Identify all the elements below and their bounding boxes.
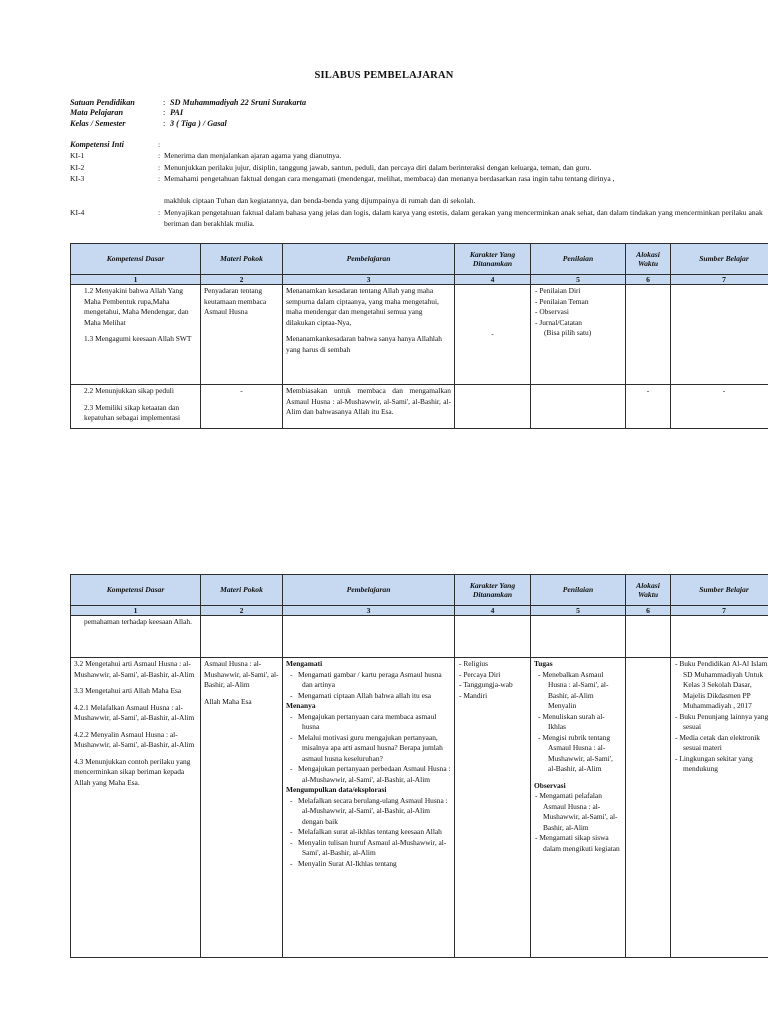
ki-text: Menunjukkan perilaku jujur, disiplin, tanggung jawab, santun, peduli, dan percaya diri dalam berinteraksi dengan keluarga, teman, dan guru. [164,163,592,172]
penilaian-item: - Menuliskan surah al-Ikhlas [538,711,605,731]
penilaian-cell [531,285,626,385]
column-number: 6 [626,275,671,285]
column-number: 6 [626,606,671,616]
column-number-row [71,606,768,616]
pembelajaran-cell: Membiasakan untuk membaca dan mengamalkan Asmaul Husna : al-Mushawwir, al-Sami', al-Bashir, al-Alim dan bahwasanya Allah itu Esa. [283,385,455,429]
table-row [71,285,768,385]
syllabus-table-2 [70,574,768,958]
penilaian-cell [531,616,626,658]
pembelajaran-heading: Mengamati [286,659,323,668]
penilaian-heading: Observasi [534,780,566,790]
pembelajaran-item: - Melalui motivasi guru mengajukan pertanyaan, misalnya apa arti asmaul husna? Berapa jumlah asmaul husna keseluruhan? [290,732,443,763]
column-number: 7 [671,275,768,285]
sumber-cell: - [671,385,768,429]
pembelajaran-item: - Mengamati ciptaan Allah bahwa allah itu esa [290,690,431,700]
karakter-cell: - [455,285,531,385]
sumber-item: - Buku Pendidikan Al-Al Islam SD Muhammadiyah Untuk Kelas 3 Sekolah Dasar, Majelis Dikdasmen PP Muhammadiyah , 2017 [675,659,768,710]
pembelajaran-cell [283,616,455,658]
ki-text: Memahami pengetahuan faktual dengan cara mengamati (mendengar, melihat, membaca) dan menanya berdasarkan rasa ingin tahu tentang dirinya , [164,174,615,183]
materi-cell: - [201,385,283,429]
column-number: 1 [71,275,201,285]
column-number: 2 [201,275,283,285]
ki-code: KI-4 [70,208,85,217]
kd-text: 1.3 Mengagumi keesaan Allah SWT [84,334,192,343]
penilaian-item: - Mengamati sikap siswa dalam mengikuti kegiatan [535,833,620,853]
sumber-cell [671,616,768,658]
header-sumber-belajar: Sumber Belajar [671,244,768,275]
pembelajaran-item: - Mengajukan pertanyaan cara membaca asmaul husna [290,711,437,731]
header-karakter: Karakter Yang Ditanamkan [455,575,531,606]
header-materi-pokok: Materi Pokok [201,575,283,606]
kd-text: 1.2 Menyakini bahwa Allah Yang Maha Pembentuk rupa,Maha mengetahui, Maha Mendengar, dan Maha Melihat [84,286,189,327]
pembelajaran-item: - Melafalkan surat al-ikhlas tentang keesaan Allah [290,827,442,836]
pembelajaran-item: - Menyalin Surat Al-Ikhlas tentang [290,858,397,868]
kd-text: 2.3 Memiliki sikap ketaatan dan kepatuhan sebagai implementasi [84,402,181,422]
penilaian-item: - Mengamati pelafalan Asmaul Husna : al-Mushawwir, al-Sami', al-Bashir, al-Alim [535,791,618,832]
pembelajaran-heading: Mengumpulkan data/eksplorasi [286,785,387,794]
penilaian-note: (Bisa pilih satu) [544,328,592,337]
header-alokasi-waktu: Alokasi Waktu [626,244,671,275]
pembelajaran-item: - Mengamati gambar / kartu peraga Asmaul husna dan artinya [290,669,442,689]
ki-heading: Kompetensi Inti [70,140,124,149]
kd-cell [71,658,201,958]
pembelajaran-heading: Menanya [286,701,316,710]
materi-text: Asmaul Husna : al-Mushawwir, al-Sami', al-Bashir, al-Alim [204,659,279,689]
penilaian-item: - Observasi [535,307,569,316]
pembelajaran-item: - Mengajukan pertanyaan perbedaan Asmaul Husna : al-Mushawwir, al-Sami', al-Bashir, al-Alim [290,764,451,784]
penilaian-cell [531,658,626,958]
kd-cell [71,385,201,429]
kd-cell [71,616,201,658]
pembelajaran-text: Menanamkan kesadaran tentang Allah yang maha sempurna dalam ciptaanya, yang maha mengetahui, maha mendengar dan mengetahui semua yang dilakukan ciptaa-Nya, [286,286,439,327]
ki-text: Menyajikan pengetahuan faktual dalam bahasa yang jelas dan logis, dalam karya yang estetis, dalam gerakan yang mencerminkan anak sehat, dan dalam tindakan yang mencerminkan perilaku anak beriman dan berakhlak mulia. [164,208,763,228]
ki-code: KI-3 [70,174,85,183]
syllabus-table-1 [70,243,768,429]
column-number-row [71,275,768,285]
header-sumber-belajar: Sumber Belajar [671,575,768,606]
karakter-item: - Percaya Diri [459,669,501,679]
pembelajaran-text: Menanamkankesadaran bahwa sanya hanya Allahlah yang harus di sembah [286,334,442,354]
header-materi-pokok: Materi Pokok [201,244,283,275]
header-pembelajaran: Pembelajaran [283,244,455,275]
kd-text: 3.2 Mengetahui arti Asmaul Husna : al-Mushawwir, al-Sami', al-Bashir, al-Alim [74,659,195,679]
column-number: 3 [283,606,455,616]
penilaian-item: - Mengisi rubrik tentang Asmaul Husna : al-Mushawwir, al-Sami', al-Bashir, al-Alim [538,732,613,773]
alokasi-cell: - [626,385,671,429]
penilaian-heading: Tugas [534,659,553,668]
header-pembelajaran: Pembelajaran [283,575,455,606]
karakter-item: - Tanggungja-wab [459,680,513,689]
pembelajaran-item: - Melafalkan secara berulang-ulang Asmaul Husna : al-Mushawwir, al-Sami', al-Bashir, al-Alim dengan baik [290,795,448,826]
column-number: 1 [71,606,201,616]
column-number: 5 [531,275,626,285]
karakter-item: - Mandiri [459,690,488,700]
identity-label: Mata Pelajaran [70,108,123,117]
materi-cell [201,658,283,958]
penilaian-item: - Penilaian Diri [535,286,581,295]
materi-cell: Penyadaran tentang keutamaan membaca Asmaul Husna [201,285,283,385]
alokasi-cell [626,658,671,958]
kd-text: 2.2 Menunjukkan sikap peduli [84,386,174,395]
kd-cell [71,285,201,385]
karakter-cell [455,385,531,429]
sumber-item: - Media cetak dan elektronik sesuai materi [675,732,760,752]
pembelajaran-cell [283,658,455,958]
table-header-row [71,244,768,275]
column-number: 4 [455,606,531,616]
sumber-cell [671,658,768,958]
table-row [71,616,768,658]
column-number: 2 [201,606,283,616]
page-title: SILABUS PEMBELAJARAN [314,70,454,81]
identity-value: SD Muhammadiyah 22 Sruni Surakarta [170,98,307,107]
ki-text: Menerima dan menjalankan ajaran agama yang dianutnya. [164,151,342,160]
alokasi-cell [626,285,671,385]
header-kompetensi-dasar: Kompetensi Dasar [71,575,201,606]
sumber-item: - Buku Penunjang lainnya yang sesuai [675,711,768,731]
column-number: 4 [455,275,531,285]
header-alokasi-waktu: Alokasi Waktu [626,575,671,606]
identity-value: PAI [170,108,184,117]
table-row [71,385,768,429]
table-row [71,658,768,958]
identity-value: 3 ( Tiga ) / Gasal [170,119,227,128]
table-header-row [71,575,768,606]
header-karakter: Karakter Yang Ditanamkan [455,244,531,275]
materi-text: Allah Maha Esa [204,696,252,706]
alokasi-cell [626,616,671,658]
ki-text: makhluk ciptaan Tuhan dan kegiatannya, dan benda-benda yang dijumpainya di rumah dan di sekolah. [164,196,476,205]
penilaian-item: - Menebalkan Asmaul Husna : al-Sami', al-Bashir, al-Alim Menyalin [538,669,609,710]
ki-code: KI-1 [70,151,85,160]
column-number: 7 [671,606,768,616]
kd-text: 4.3 Menunjukkan contoh perilaku yang mencerminkan sikap beriman kepada Allah yang Maha Esa. [74,756,191,787]
karakter-cell [455,658,531,958]
kd-text: 4.2.2 Menyalin Asmaul Husna : al-Mushawwir, al-Sami', al-Bashir, al-Alim [74,729,195,749]
sumber-item: - Lingkungan sekitar yang mendukung [675,753,753,773]
identity-label: Kelas / Semester [70,119,126,128]
kd-text: pemahaman terhadap keesaan Allah. [84,617,192,626]
penilaian-cell [531,385,626,429]
karakter-cell [455,616,531,658]
header-kompetensi-dasar: Kompetensi Dasar [71,244,201,275]
ki-code: KI-2 [70,163,85,172]
penilaian-item: - Jurnal/Catatan [535,317,582,327]
pembelajaran-cell [283,285,455,385]
kd-text: 4.2.1 Melafalkan Asmaul Husna : al-Mushawwir, al-Sami', al-Bashir, al-Alim [74,702,195,722]
pembelajaran-item: - Menyalin tulisan huruf Asmaul al-Mushawwir, al-Sami', al-Bashir, al-Alim [290,837,447,857]
header-penilaian: Penilaian [531,575,626,606]
header-penilaian: Penilaian [531,244,626,275]
kd-text: 3.3 Mengetahui arti Allah Maha Esa [74,686,182,695]
column-number: 5 [531,606,626,616]
karakter-item: - Religius [459,659,488,668]
column-number: 3 [283,275,455,285]
materi-cell [201,616,283,658]
sumber-cell [671,285,768,385]
penilaian-item: - Penilaian Teman [535,296,589,306]
identity-label: Satuan Pendidikan [70,98,135,107]
